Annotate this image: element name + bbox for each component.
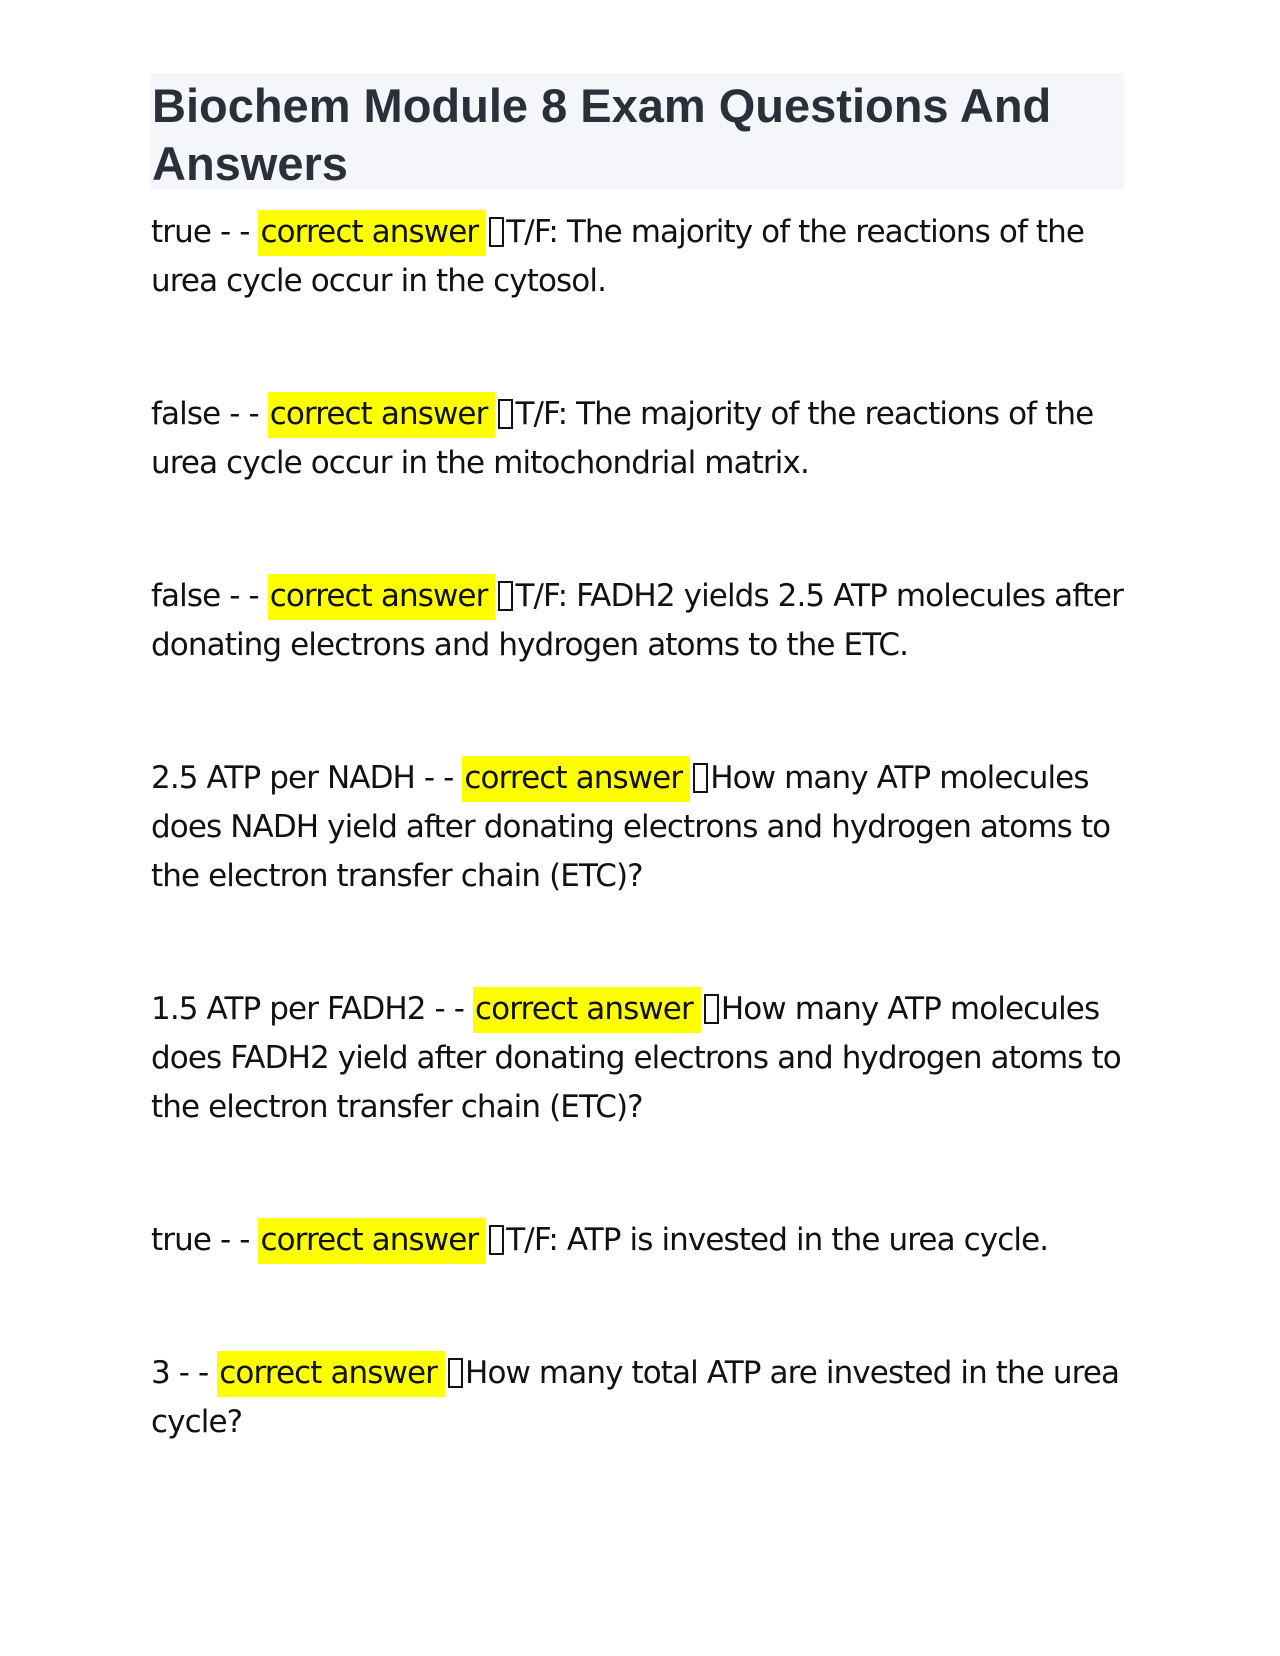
qa-entry	[151, 390, 1131, 488]
answer-text: false	[151, 578, 221, 614]
document-title: Biochem Module 8 Exam Questions And Answers	[152, 79, 1052, 190]
missing-glyph-icon	[498, 399, 513, 429]
separator: - -	[425, 991, 474, 1027]
qa-entry	[151, 1349, 1131, 1447]
missing-glyph-icon	[489, 217, 504, 247]
missing-glyph-icon	[693, 763, 708, 793]
answer-text: true	[151, 214, 212, 250]
correct-answer-highlight: correct answer	[217, 1351, 445, 1397]
correct-answer-highlight: correct answer	[258, 1218, 486, 1264]
question-text: T/F: The majority of the reactions of the urea cycle occur in the mitochondrial matrix.	[151, 396, 1094, 481]
qa-entry	[151, 1216, 1131, 1265]
separator: - -	[169, 1355, 218, 1391]
question-text: How many total ATP are invested in the urea cycle?	[151, 1355, 1120, 1440]
correct-answer-highlight: correct answer	[268, 392, 496, 438]
question-text: How many ATP molecules does NADH yield after donating electrons and hydrogen atoms to the electron transfer chain (ETC)?	[151, 760, 1111, 894]
question-text: How many ATP molecules does FADH2 yield after donating electrons and hydrogen atoms to the electron transfer chain (ETC)?	[151, 991, 1121, 1125]
answer-text: false	[151, 396, 221, 432]
missing-glyph-icon	[448, 1358, 463, 1388]
question-text: T/F: FADH2 yields 2.5 ATP molecules after donating electrons and hydrogen atoms to the ETC.	[151, 578, 1123, 663]
question-text: T/F: ATP is invested in the urea cycle.	[506, 1222, 1049, 1258]
separator: - -	[220, 578, 268, 614]
answer-text: 3	[151, 1355, 170, 1391]
qa-entry	[151, 985, 1131, 1132]
qa-entry	[151, 572, 1131, 670]
answer-text: true	[151, 1222, 212, 1258]
missing-glyph-icon	[704, 994, 719, 1024]
correct-answer-highlight: correct answer	[268, 574, 496, 620]
qa-entry	[151, 754, 1131, 901]
separator: - -	[220, 396, 268, 432]
question-text: T/F: The majority of the reactions of the urea cycle occur in the cytosol.	[151, 214, 1085, 299]
correct-answer-highlight: correct answer	[473, 987, 701, 1033]
title-block	[150, 73, 1124, 190]
qa-entry	[151, 208, 1131, 306]
missing-glyph-icon	[498, 581, 513, 611]
separator: - -	[211, 1222, 259, 1258]
correct-answer-highlight: correct answer	[258, 210, 486, 256]
answer-text: 1.5 ATP per FADH2	[151, 991, 426, 1027]
separator: - -	[414, 760, 463, 796]
separator: - -	[211, 214, 259, 250]
missing-glyph-icon	[489, 1225, 504, 1255]
answer-text: 2.5 ATP per NADH	[151, 760, 415, 796]
correct-answer-highlight: correct answer	[462, 756, 690, 802]
